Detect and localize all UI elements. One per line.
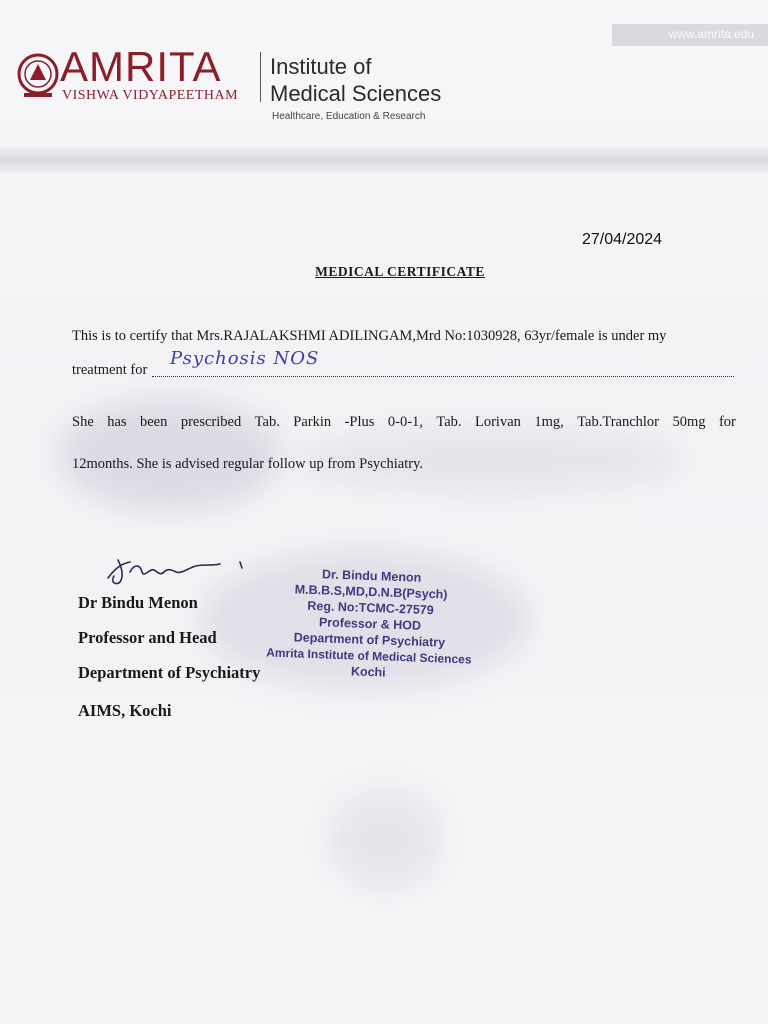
prescription-word: Tab.	[254, 414, 280, 430]
prescription-word: prescribed	[180, 414, 242, 430]
signatory-name: Dr Bindu Menon	[78, 593, 198, 612]
treatment-label: treatment for	[72, 362, 148, 378]
certificate-title: MEDICAL CERTIFICATE	[315, 264, 485, 279]
stamp-line: M.B.B.S,MD,D.N.B(Psych)	[294, 582, 448, 602]
stamp-line: Dr. Bindu Menon	[321, 567, 422, 585]
prescription-line	[72, 414, 736, 431]
paper-shadow	[330, 790, 440, 890]
logo-divider	[260, 52, 261, 102]
diagnosis-dotted-line	[152, 376, 734, 377]
signatory-department: Department of Psychiatry	[78, 663, 261, 682]
doctor-stamp	[248, 564, 492, 684]
prescription-word: Lorivan	[474, 414, 521, 430]
signatory-location: AIMS, Kochi	[78, 701, 172, 720]
header-fold-band	[0, 145, 768, 175]
prescription-word: Parkin	[293, 414, 332, 430]
prescription-word: 1mg,	[534, 414, 564, 430]
prescription-word: 50mg	[672, 414, 706, 430]
website-url: www.amrita.edu	[668, 27, 754, 41]
prescription-word: She	[72, 414, 94, 430]
stamp-line: Professor & HOD	[318, 615, 422, 633]
stamp-line: Department of Psychiatry	[293, 630, 446, 650]
amrita-emblem-icon	[16, 52, 60, 100]
handwritten-diagnosis: Psychosis NOS	[170, 348, 320, 369]
prescription-word: Tab.Tranchlor	[577, 414, 660, 430]
signature-icon	[100, 548, 270, 588]
prescription-word: Tab.	[436, 414, 462, 430]
prescription-word: -Plus	[344, 414, 375, 430]
institute-tagline: Healthcare, Education & Research	[272, 111, 426, 122]
institute-name-line2: Medical Sciences	[270, 81, 442, 106]
certificate-date: 27/04/2024	[582, 231, 663, 248]
stamp-line: Amrita Institute of Medical Sciences	[265, 645, 472, 667]
prescription-word: for	[718, 414, 736, 430]
brand-subtitle: VISHWA VIDYAPEETHAM	[62, 88, 239, 103]
stamp-line: Reg. No:TCMC-27579	[307, 598, 434, 618]
stamp-line: Kochi	[350, 664, 386, 680]
brand-logo-text: AMRITA	[60, 43, 222, 90]
signatory-title: Professor and Head	[78, 628, 217, 647]
institute-name-line1: Institute of	[270, 54, 372, 79]
prescription-word: has	[107, 414, 127, 430]
url-strip	[612, 24, 768, 46]
follow-up-statement: 12months. She is advised regular follow up from Psychiatry.	[72, 456, 424, 472]
certify-statement: This is to certify that Mrs.RAJALAKSHMI ADILINGAM,Mrd No:1030928, 63yr/female is under my	[72, 328, 667, 344]
prescription-word: been	[140, 414, 168, 430]
prescription-word: 0-0-1,	[387, 414, 423, 430]
